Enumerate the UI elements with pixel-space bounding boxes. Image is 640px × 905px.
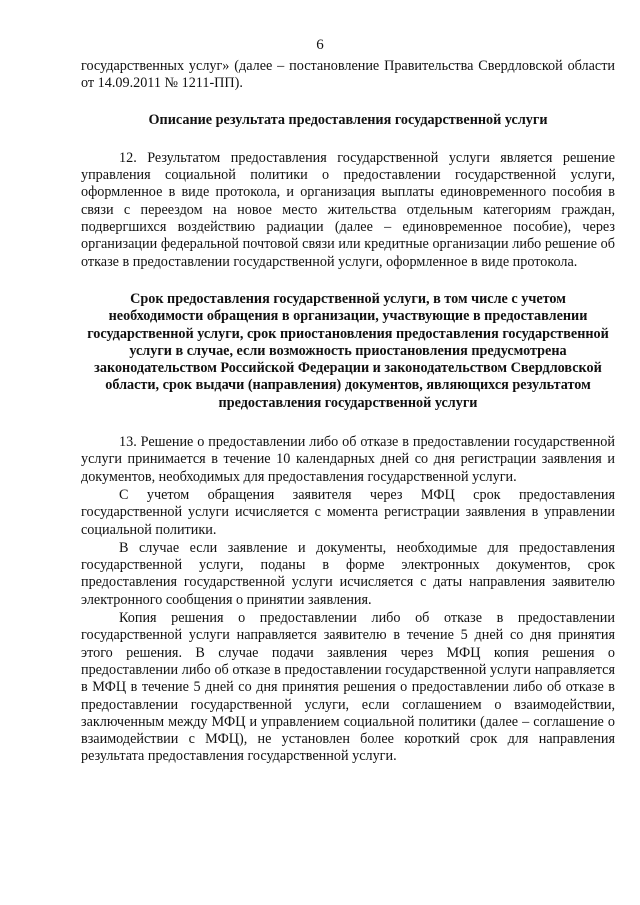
intro-paragraph: государственных услуг» (далее – постановление Правительства Свердловской области от 14.09.2011 № 1211-ПП). [81,58,615,92]
paragraph-decision-copy: Копия решения о предоставлении либо об отказе в предоставлении государственной услуги направляется заявителю в течение 5 дней со дня принятия этого решения. В случае подачи заявления через МФЦ копия решения о предоставлении либо об отказе в предоставлении государственной услуги направляется в МФЦ в течение 5 дней со дня принятия решения о предоставлении либо об отказе в предоставлении государственной услуги, если соглашением о взаимодействии, заключенным между МФЦ и управлением социальной политики (далее – соглашение о взаимодействии с МФЦ), не установлен более короткий срок для направления результата предоставления государственной услуги. [81,610,615,765]
section-heading-term: Срок предоставления государственной услуги, в том числе с учетом необходимости обращения в организации, участвующие в предоставлении государственной услуги, срок приостановления предоставления государственной услуги в случае, если возможность приостановления предусмотрена законодательством Российской Федерации и законодательством Свердловской области, срок выдачи (направления) документов, являющихся результатом предоставления государственной услуги [87,290,609,411]
section-heading-result: Описание результата предоставления государственной услуги [148,111,548,128]
page-number: 6 [316,37,324,53]
paragraph-13: 13. Решение о предоставлении либо об отказе в предоставлении государственной услуги принимается в течение 10 календарных дней со дня регистрации заявления и документов, необходимых для предоставления государственной услуги. [81,434,615,485]
paragraph-12: 12. Результатом предоставления государственной услуги является решение управления социальной политики о предоставлении государственной услуги, оформленное в виде протокола, и организация выплаты единовременного пособия в связи с переездом на новое место жительства отдельным категориям граждан, подвергшихся воздействию радиации (далее – единовременное пособие), через организации федеральной почтовой связи или кредитные организации либо решение об отказе в предоставлении государственной услуги, оформленное в виде протокола. [81,149,615,270]
paragraph-mfc-term: С учетом обращения заявителя через МФЦ срок предоставления государственной услуги исчисляется с момента регистрации заявления в управлении социальной политики. [81,486,615,538]
paragraph-electronic-term: В случае если заявление и документы, необходимые для предоставления государственной услуги, поданы в форме электронных документов, срок предоставления государственной услуги исчисляется с даты направления заявителю электронного сообщения о принятии заявления. [81,539,615,608]
document-body [81,58,615,766]
